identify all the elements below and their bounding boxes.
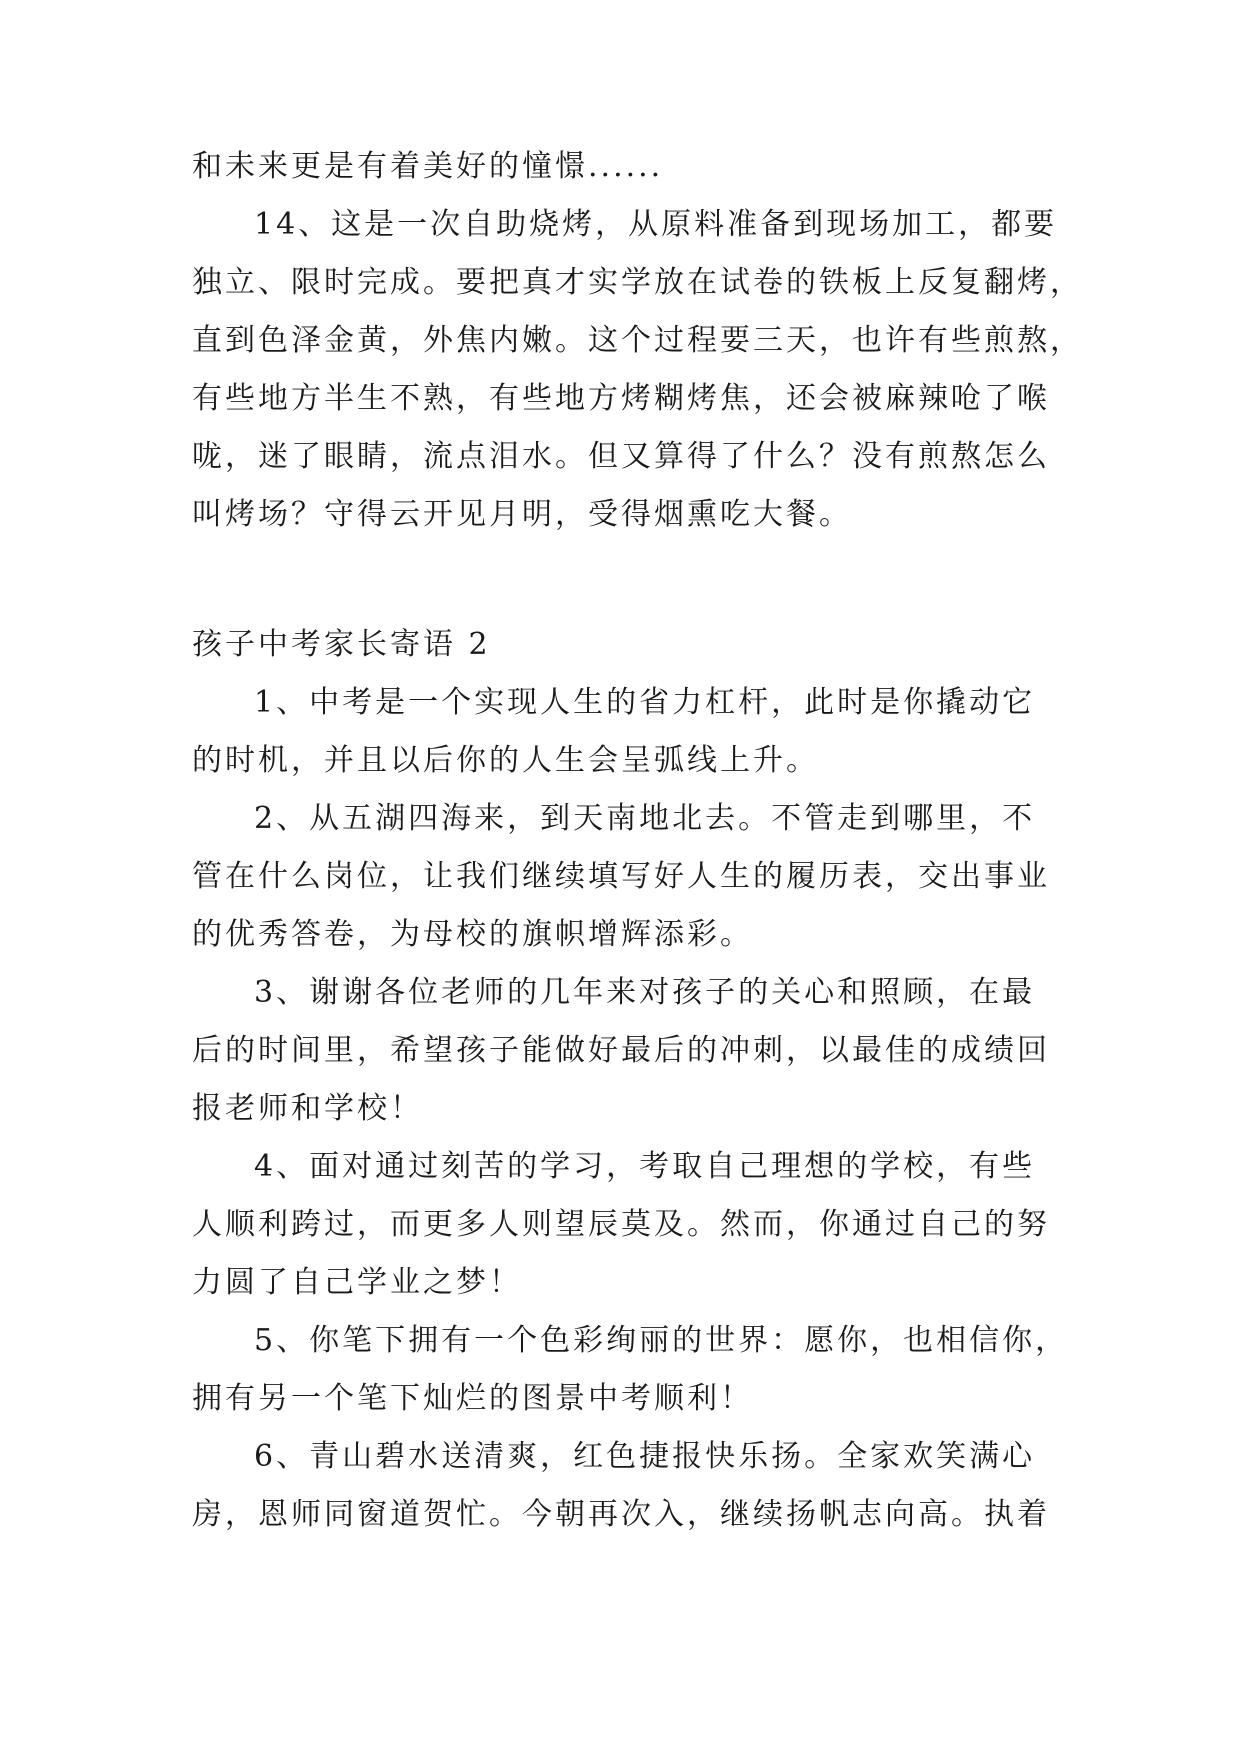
paragraph-line: 14、这是一次自助烧烤，从原料准备到现场加工，都要 [254, 207, 1058, 242]
item-4-paragraph [192, 1138, 1054, 1312]
section-title: 孩子中考家长寄语 2 [192, 627, 491, 662]
paragraph-line: 拥有另一个笔下灿烂的图景中考顺利！ [192, 1381, 753, 1416]
paragraph-line: 咙，迷了眼睛，流点泪水。但又算得了什么？没有煎熬怎么 [192, 439, 1050, 474]
item-3-paragraph [192, 964, 1054, 1138]
document-body [192, 138, 1083, 1544]
paragraph-line: 6、青山碧水送清爽，红色捷报快乐扬。全家欢笑满心 [254, 1439, 1036, 1474]
paragraph-line: 力圆了自己学业之梦！ [192, 1265, 522, 1300]
paragraph-line: 的优秀答卷，为母校的旗帜增辉添彩。 [192, 917, 753, 952]
item-6-paragraph [192, 1428, 1054, 1544]
paragraph-line: 4、面对通过刻苦的学习，考取自己理想的学校，有些 [254, 1149, 1036, 1184]
paragraph-line: 有些地方半生不熟，有些地方烤糊烤焦，还会被麻辣呛了喉 [192, 381, 1050, 416]
paragraph-line: 2、从五湖四海来，到天南地北去。不管走到哪里，不 [254, 801, 1036, 836]
item-2-paragraph [192, 790, 1054, 964]
paragraph-line: 5、你笔下拥有一个色彩绚丽的世界：愿你，也相信你， [254, 1323, 1069, 1358]
paragraph-line: 独立、限时完成。要把真才实学放在试卷的铁板上反复翻烤， [192, 265, 1083, 300]
paragraph-line: 叫烤场？守得云开见月明，受得烟熏吃大餐。 [192, 497, 852, 532]
paragraph-line: 管在什么岗位，让我们继续填写好人生的履历表，交出事业 [192, 859, 1050, 894]
item-14-paragraph [192, 196, 1083, 544]
item-1-paragraph [192, 674, 1054, 790]
continued-paragraph-line: 和未来更是有着美好的憧憬...... [192, 149, 664, 184]
paragraph-line: 后的时间里，希望孩子能做好最后的冲刺，以最佳的成绩回 [192, 1033, 1050, 1068]
paragraph-line: 3、谢谢各位老师的几年来对孩子的关心和照顾，在最 [254, 975, 1036, 1010]
paragraph-line: 房，恩师同窗道贺忙。今朝再次入，继续扬帆志向高。执着 [192, 1497, 1050, 1532]
paragraph-line: 报老师和学校！ [192, 1091, 423, 1126]
paragraph-line: 的时机，并且以后你的人生会呈弧线上升。 [192, 743, 819, 778]
item-5-paragraph [192, 1312, 1069, 1428]
paragraph-line: 人顺利跨过，而更多人则望辰莫及。然而，你通过自己的努 [192, 1207, 1050, 1242]
paragraph-line: 直到色泽金黄，外焦内嫩。这个过程要三天，也许有些煎熬， [192, 323, 1083, 358]
paragraph-line: 1、中考是一个实现人生的省力杠杆，此时是你撬动它 [254, 685, 1036, 720]
section-spacer [192, 544, 1054, 602]
